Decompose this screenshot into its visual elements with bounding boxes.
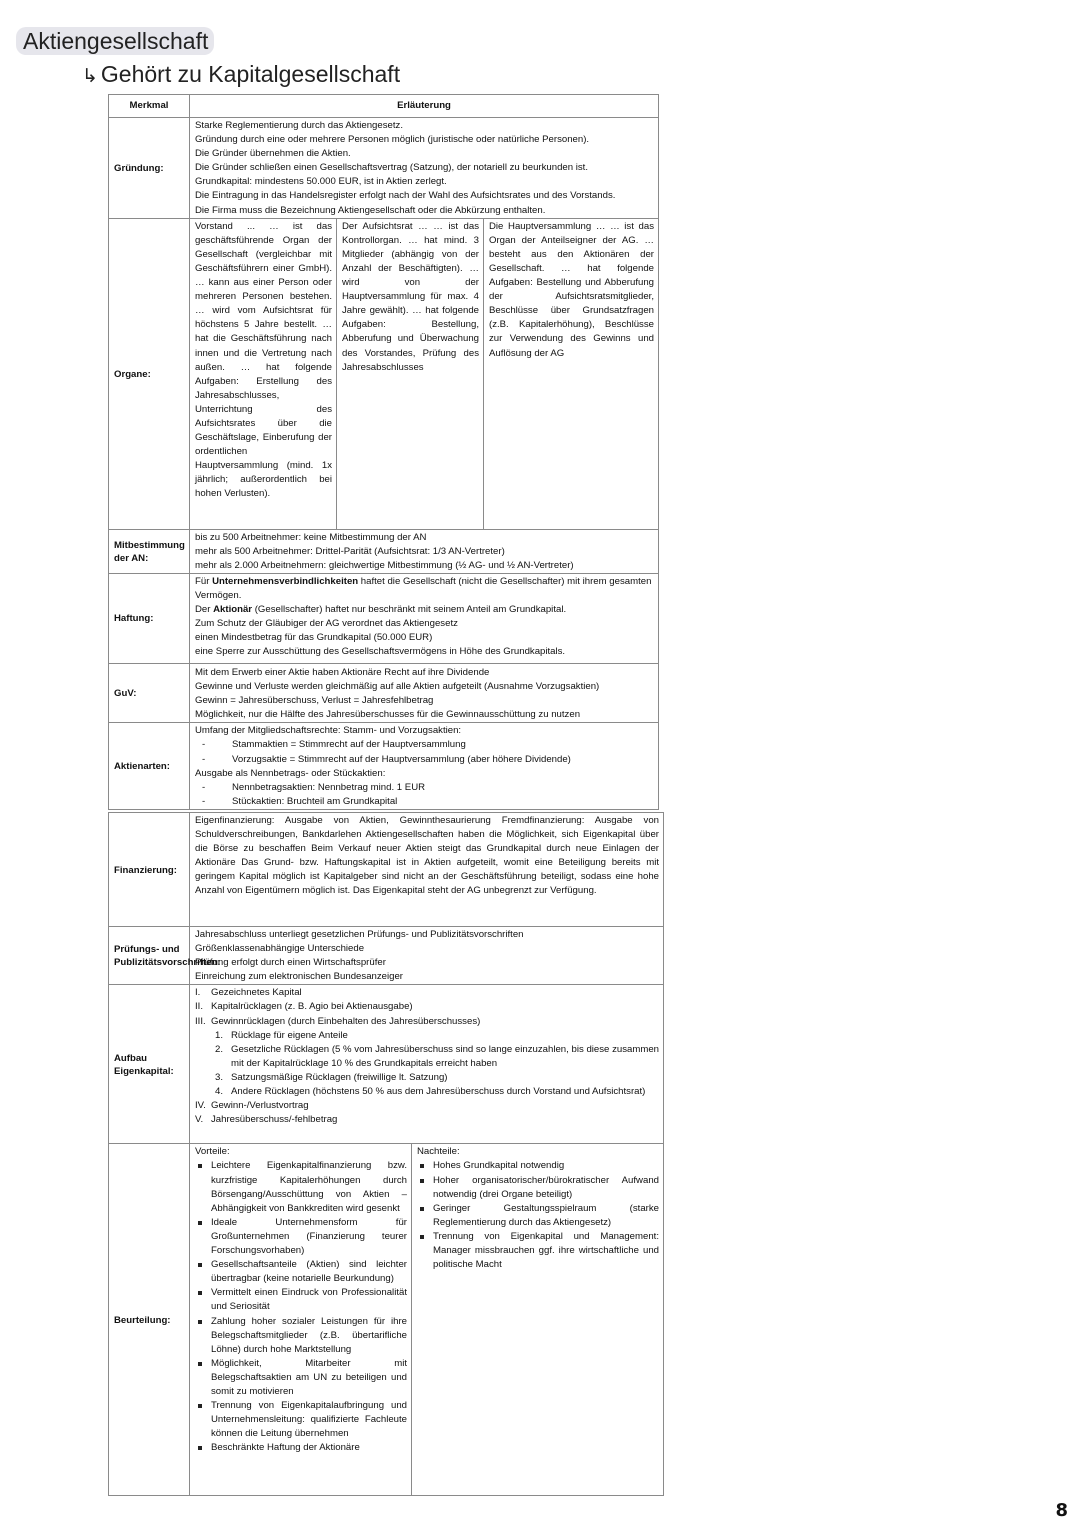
row-finanzierung xyxy=(109,813,664,927)
text-line: Umfang der Mitgliedschaftsrechte: Stamm- und Vorzugsaktien: xyxy=(195,725,462,737)
text-line: Jahresabschluss unterliegt gesetzlichen Prüfungs- und Publizitätsvorschriften xyxy=(195,929,524,940)
list-marker: II. xyxy=(195,1001,203,1013)
table-header-row xyxy=(109,95,659,118)
ag-table-part1 xyxy=(108,94,659,810)
list-item xyxy=(195,1043,659,1071)
list-item xyxy=(195,1029,659,1043)
list-marker: III. xyxy=(195,1015,206,1027)
list-text: Jahresüberschuss/-fehlbetrag xyxy=(211,1114,338,1126)
content-organe xyxy=(190,218,659,529)
text-line: Starke Reglementierung durch das Aktiengesetz. xyxy=(195,120,403,131)
text-line: Grundkapital: mindestens 50.000 EUR, ist in Aktien zerlegt. xyxy=(195,176,447,188)
text-line: eine Sperre zur Ausschüttung des Gesellschaftsvermögens in Höhe des Grundkapitals. xyxy=(195,646,566,658)
text-line: Gewinne und Verluste werden gleichmäßig auf alle Aktien aufgeteilt (Ausnahme Vorzugsaktien) xyxy=(195,681,600,693)
text-line: bis zu 500 Arbeitnehmer: keine Mitbestimmung der AN xyxy=(195,531,427,543)
text-fragment: haftet die Gesellschaft (nicht die Gesellschafter) mit ihrem gesamten Vermögen. xyxy=(195,575,652,602)
content-pruefung xyxy=(190,927,664,985)
text-line: Die Gründer schließen einen Gesellschaftsvertrag (Satzung), der notariell zu beurkunden ist. xyxy=(195,162,589,174)
row-haftung xyxy=(109,573,659,663)
page-title: Aktiengesellschaft xyxy=(16,27,214,55)
list-item: Ideale Unternehmensform für Großunternehmen (Finanzierung teurer Forschungsvorhaben) xyxy=(195,1216,407,1258)
label-organe: Organe: xyxy=(109,218,190,529)
text-line: Möglichkeit, nur die Hälfte des Jahresüberschusses für die Gewinnausschüttung zu nutzen xyxy=(195,709,581,721)
organ-vorstand: Vorstand ... … ist das geschäftsführende Organ der Gesellschaft (vergleichbar mit Geschäftsführern einer GmbH). … kann aus einer Person oder mehreren Personen bestehen. … wird vom Aufsichtsrat für höchstens 5 Jahre bestellt. … hat die Geschäftsführung nach innen und die Vertretung nach außen. … hat folgende Aufgaben: Erstellung des Jahresabschlusses, Unterrichtung des Aufsichtsrates über die Geschäftslage, Einberufung der ordentlichen Hauptversammlung (mind. 1x jährlich; außerordentlich bei hohen Verlusten). xyxy=(190,219,337,529)
header-merkmal: Merkmal xyxy=(109,95,190,118)
vorteile-title: Vorteile: xyxy=(195,1146,230,1158)
list-marker: 4. xyxy=(215,1086,224,1098)
bold-term: Unternehmensverbindlichkeiten xyxy=(212,575,359,587)
content-mitbestimmung xyxy=(190,529,659,573)
list-marker: IV. xyxy=(195,1100,206,1112)
text-line: mehr als 500 Arbeitnehmer: Drittel-Parität (Aufsichtsrat: 1/3 AN-Vertreter) xyxy=(195,545,505,557)
content-guv xyxy=(190,663,659,722)
header-erlaeuterung: Erläuterung xyxy=(190,95,659,118)
row-mitbestimmung xyxy=(109,529,659,573)
list-marker: 3. xyxy=(215,1071,224,1083)
organ-hauptversammlung: Die Hauptversammlung … … ist das Organ der Anteilseigner der AG. … besteht aus den Aktionären der Gesellschaft. … hat folgende Aufgaben: Bestellung und Abberufung der Aufsichtsratsmitglieder, Beschlüsse über Grundsatzfragen (z.B. Kapitalerhöhung), Beschlüsse zur Verwendung des Gewinns und Auflösung der AG xyxy=(489,220,654,359)
row-eigenkapital xyxy=(109,985,664,1144)
row-gruendung xyxy=(109,118,659,219)
list-text: Gewinn-/Verlustvortrag xyxy=(211,1100,309,1112)
label-mitbestimmung: Mitbestimmung der AN: xyxy=(109,529,190,573)
text-line xyxy=(195,575,654,603)
list-item: Beschränkte Haftung der Aktionäre xyxy=(195,1441,407,1455)
text-line: einen Mindestbetrag für das Grundkapital (50.000 EUR) xyxy=(195,632,433,644)
list-item xyxy=(195,1000,659,1014)
label-pruefung: Prüfungs- und Publizitätsvorschriften: xyxy=(109,927,190,985)
label-guv: GuV: xyxy=(109,663,190,722)
text-line: mehr als 2.000 Arbeitnehmern: gleichwertige Mitbestimmung (½ AG- und ½ AN-Vertreter) xyxy=(195,559,574,571)
list-item: Leichtere Eigenkapitalfinanzierung bzw. kurzfristige Kapitalerhöhungen durch Börsengang/Ausschüttung von Aktien – Abhängigkeit von Bankkrediten wird gesenkt xyxy=(195,1159,407,1215)
text-line: Die Gründer übernehmen die Aktien. xyxy=(195,148,351,160)
subtitle-text: Gehört zu Kapitalgesellschaft xyxy=(100,61,401,87)
label-aktienarten: Aktienarten: xyxy=(109,723,190,810)
content-vorteile xyxy=(190,1144,412,1496)
organ-aufsichtsrat: Der Aufsichtsrat … … ist das Kontrollorgan. … hat mind. 3 Mitglieder (abhängig von der Anzahl der Beschäftigten). … wird von der Hauptversammlung für max. 4 Jahre gewählt). … hat folgende Aufgaben: Bestellung, Abberufung und Überwachung des Vorstandes, Prüfung des Jahresabschlusses xyxy=(337,219,484,529)
text-line xyxy=(195,603,654,617)
list-item xyxy=(195,1085,659,1099)
text-line: Einreichung zum elektronischen Bundesanzeiger xyxy=(195,971,403,983)
list-item: - Stückaktien: Bruchteil am Grundkapital xyxy=(195,795,654,809)
row-pruefung xyxy=(109,927,664,985)
list-marker: 2. xyxy=(215,1043,224,1055)
list-item: Möglichkeit, Mitarbeiter mit Belegschaftsaktien am UN zu beteiligen und somit zu motivieren xyxy=(195,1357,407,1399)
list-text: Andere Rücklagen (höchstens 50 % aus dem Jahresüberschuss durch Vorstand und Aufsichtsrat) xyxy=(231,1086,646,1098)
content-gruendung xyxy=(190,118,659,219)
list-item: Trennung von Eigenkapitalaufbringung und Unternehmensleitung: qualifizierte Fachleute können die Leitung übernehmen xyxy=(195,1399,407,1441)
text-line: Die Eintragung in das Handelsregister erfolgt nach der Wahl des Aufsichtsrates und des Vorstands. xyxy=(195,190,616,202)
label-haftung: Haftung: xyxy=(109,573,190,663)
list-item: Vermittelt einen Eindruck von Professionalität und Seriosität xyxy=(195,1286,407,1314)
list-item: Zahlung hoher sozialer Leistungen für ihre Belegschaftsmitglieder (z.B. übertarifliche Löhne) durch hohe Marktstellung xyxy=(195,1315,407,1357)
row-guv xyxy=(109,663,659,722)
content-haftung xyxy=(190,573,659,663)
text-line: Prüfung erfolgt durch einen Wirtschaftsprüfer xyxy=(195,957,386,969)
text-line: Mit dem Erwerb einer Aktie haben Aktionäre Recht auf ihre Dividende xyxy=(195,666,490,678)
text-line: Gewinn = Jahresüberschuss, Verlust = Jahresfehlbetrag xyxy=(195,695,434,707)
text-fragment: Der xyxy=(195,604,214,616)
text-fragment: Für xyxy=(195,575,213,587)
label-beurteilung: Beurteilung: xyxy=(109,1144,190,1496)
list-text: Kapitalrücklagen (z. B. Agio bei Aktienausgabe) xyxy=(211,1001,413,1013)
label-finanzierung: Finanzierung: xyxy=(109,813,190,927)
list-item: - Nennbetragsaktien: Nennbetrag mind. 1 EUR xyxy=(195,781,654,795)
row-organe xyxy=(109,218,659,529)
text-line: Größenklassenabhängige Unterschiede xyxy=(195,943,365,955)
list-item xyxy=(195,1015,659,1029)
list-item: - Stammaktien = Stimmrecht auf der Hauptversammlung xyxy=(195,738,654,752)
list-item xyxy=(195,1113,659,1127)
text-line: Die Firma muss die Bezeichnung Aktiengesellschaft oder die Abkürzung enthalten. xyxy=(195,204,546,216)
return-arrow-icon: ↳ xyxy=(82,66,98,87)
page-number: 8 xyxy=(1055,1500,1068,1521)
list-marker: V. xyxy=(195,1114,204,1126)
page-subtitle xyxy=(82,60,400,91)
list-item: - Vorzugsaktie = Stimmrecht auf der Hauptversammlung (aber höhere Dividende) xyxy=(195,753,654,767)
list-item: Gesellschaftsanteile (Aktien) sind leichter übertragbar (keine notarielle Beurkundung) xyxy=(195,1258,407,1286)
content-finanzierung: Eigenfinanzierung: Ausgabe von Aktien, Gewinnthesaurierung Fremdfinanzierung: Ausgabe von Schuldverschreibungen, Bankdarlehen Aktiengesellschaften haben die Möglichkeit, sich Eigenkapital über die Börse zu beschaffen Beim Verkauf neuer Aktien steigt das Grundkapital durch neue Einlagen der Aktionäre Das Grund- bzw. Haftungskapital ist in Aktien aufgeteilt, womit eine Beteiligung bereits mit geringem Kapital möglich ist Kapitalgeber sind nicht an der Geschäftsführung beteiligt, sodass eine hohe Anzahl von Eigentümern möglich ist. Das Eigenkapital steht der AG unbegrenzt zur Verfügung. xyxy=(190,813,664,927)
list-item: Hoher organisatorischer/bürokratischer Aufwand notwendig (drei Organe beteiligt) xyxy=(417,1174,659,1202)
list-item: Trennung von Eigenkapital und Management: Manager missbrauchen ggf. ihre wirtschaftliche und politische Macht xyxy=(417,1230,659,1272)
row-aktienarten xyxy=(109,723,659,810)
list-marker: 1. xyxy=(215,1029,224,1041)
text-line: Zum Schutz der Gläubiger der AG verordnet das Aktiengesetz xyxy=(195,618,458,630)
bold-term: Aktionär xyxy=(213,604,253,616)
list-item: Geringer Gestaltungsspielraum (starke Reglementierung durch das Aktiengesetz) xyxy=(417,1202,659,1230)
content-eigenkapital xyxy=(190,985,664,1144)
label-gruendung: Gründung: xyxy=(109,118,190,219)
row-beurteilung xyxy=(109,1144,664,1496)
text-line: Ausgabe als Nennbetrags- oder Stückaktien: xyxy=(195,767,386,779)
list-text: Gezeichnetes Kapital xyxy=(211,987,302,999)
content-aktienarten xyxy=(190,723,659,810)
content-nachteile xyxy=(412,1144,664,1496)
text-line: Gründung durch eine oder mehrere Personen möglich (juristische oder natürliche Personen). xyxy=(195,134,590,146)
list-item xyxy=(195,1099,659,1113)
list-item xyxy=(195,1071,659,1085)
list-text: Gewinnrücklagen (durch Einbehalten des Jahresüberschusses) xyxy=(211,1015,481,1027)
list-text: Satzungsmäßige Rücklagen (freiwillige lt. Satzung) xyxy=(231,1071,448,1083)
list-marker: I. xyxy=(195,987,201,999)
text-fragment: (Gesellschafter) haftet nur beschränkt mit seinem Anteil am Grundkapital. xyxy=(252,604,567,616)
list-text: Gesetzliche Rücklagen (5 % vom Jahresüberschuss sind so lange einzuzahlen, bis diese zusammen mit der Kapitalrücklage 10 % des Grundkapitals erreicht haben xyxy=(231,1043,659,1069)
nachteile-title: Nachteile: xyxy=(417,1146,460,1158)
list-item: Hohes Grundkapital notwendig xyxy=(417,1159,659,1173)
label-eigenkapital: Aufbau Eigenkapital: xyxy=(109,985,190,1144)
list-item xyxy=(195,986,659,1000)
ag-table-part2 xyxy=(108,812,664,1496)
list-text: Rücklage für eigene Anteile xyxy=(231,1029,348,1041)
